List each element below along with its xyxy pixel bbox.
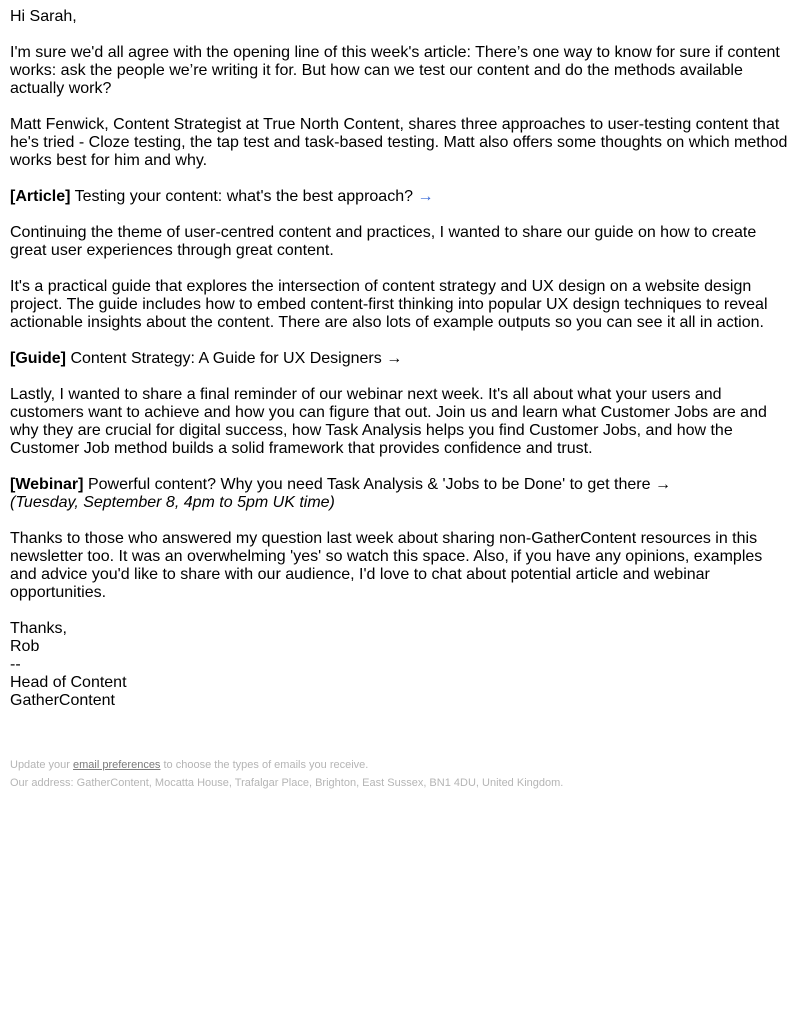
arrow-right-icon[interactable]: → <box>386 350 403 367</box>
intro-paragraph: I'm sure we'd all agree with the opening line of this week's article: There’s one way to know for sure if content works: ask the people we’re writing it for. But how can we test our content and do the methods available actually work? <box>10 44 780 97</box>
guide-intro-2: It's a practical guide that explores the intersection of content strategy and UX design on a website design project. The guide includes how to embed content-first thinking into popular UX design techniques to reveal actionable insights about the content. There are also lots of example outputs so you can see it all in action. <box>10 278 768 331</box>
arrow-right-icon[interactable]: → <box>654 476 671 493</box>
signature-role: Head of Content <box>10 674 127 691</box>
arrow-right-icon[interactable]: → <box>417 188 434 205</box>
webinar-time: (Tuesday, September 8, 4pm to 5pm UK time) <box>10 494 335 511</box>
company-address: Our address: GatherContent, Mocatta House, Trafalgar Place, Brighton, East Sussex, BN1 4DU, United Kingdom. <box>10 777 564 789</box>
signature-dashes: -- <box>10 656 21 673</box>
signature <box>10 620 790 710</box>
closing-paragraph: Thanks to those who answered my question last week about sharing non-GatherContent resources in this newsletter too. It was an overwhelming 'yes' so watch this space. Also, if you have any opinions, examples and advice you'd like to share with our audience, I'd love to chat about potential article and webinar opportunities. <box>10 530 763 601</box>
article-label: [Article] <box>10 188 71 205</box>
update-suffix: to choose the types of emails you receive. <box>163 759 369 771</box>
webinar-intro: Lastly, I wanted to share a final reminder of our webinar next week. It's all about what your users and customers want to achieve and how you can figure that out. Join us and learn what Customer Jobs are and why they are crucial for digital success, how Task Analysis helps you find Customer Jobs, and how the Customer Job method builds a solid framework that provides confidence and trust. <box>10 386 767 457</box>
guide-title-link[interactable]: Content Strategy: A Guide for UX Designers <box>70 350 382 367</box>
article-description: Matt Fenwick, Content Strategist at True North Content, shares three approaches to user-testing content that he's tried - Cloze testing, the tap test and task-based testing. Matt also offers some thoughts on which method works best for him and why. <box>10 116 788 169</box>
preferences-line <box>10 756 790 774</box>
article-title-link[interactable]: Testing your content: what's the best approach? <box>74 188 413 205</box>
webinar-link-line[interactable] <box>10 476 790 494</box>
signature-name: Rob <box>10 638 40 655</box>
guide-label: [Guide] <box>10 350 66 367</box>
email-footer <box>10 756 790 792</box>
greeting: Hi Sarah, <box>10 8 77 25</box>
webinar-title-link[interactable]: Powerful content? Why you need Task Analysis & 'Jobs to be Done' to get there <box>87 476 651 493</box>
signature-thanks: Thanks, <box>10 620 67 637</box>
signature-company: GatherContent <box>10 692 115 709</box>
update-prefix: Update your <box>10 759 70 771</box>
guide-link-line[interactable] <box>10 350 790 368</box>
email-preferences-link[interactable]: email preferences <box>73 759 161 771</box>
webinar-label: [Webinar] <box>10 476 84 493</box>
guide-intro-1: Continuing the theme of user-centred content and practices, I wanted to share our guide on how to create great user experiences through great content. <box>10 224 757 259</box>
article-link-line[interactable] <box>10 188 790 206</box>
